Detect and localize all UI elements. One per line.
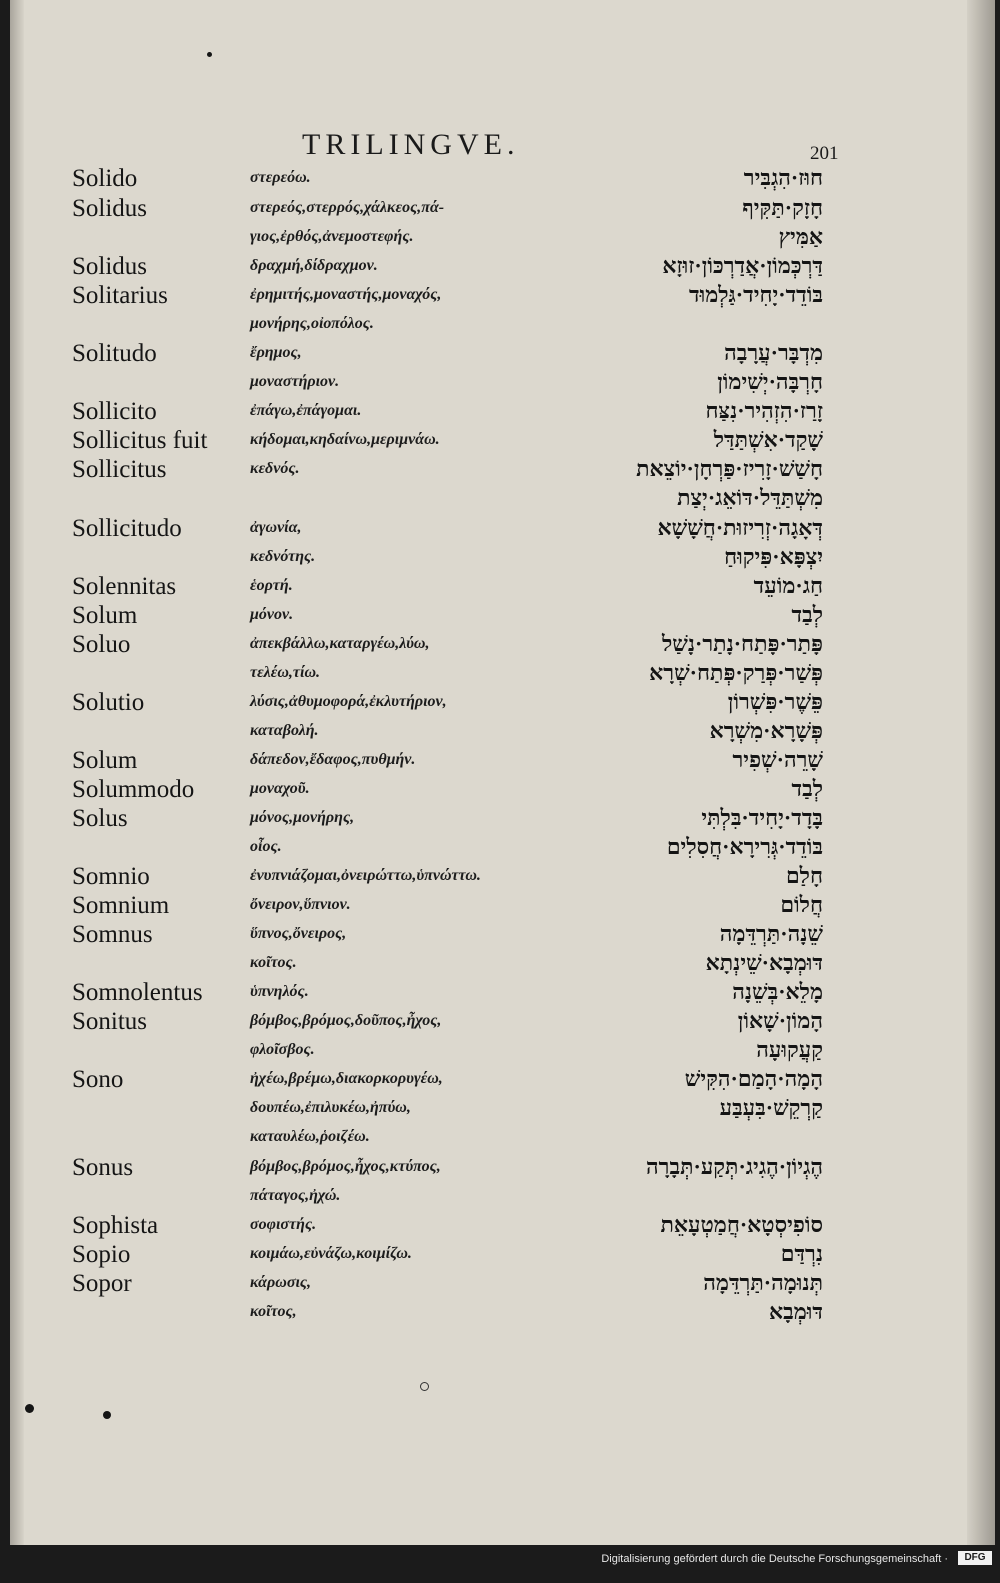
hebrew-gloss: שֵׁנָה·תַּרְדֵּמָה bbox=[719, 921, 823, 946]
ink-speck bbox=[207, 52, 212, 57]
greek-gloss: καταυλέω,ῥοιζέω. bbox=[250, 1128, 370, 1145]
hebrew-gloss: דּוּמְבָא bbox=[769, 1299, 823, 1324]
hebrew-gloss: זָרַז·הִזְהִיר·נִצַּח bbox=[705, 398, 823, 423]
greek-gloss: κοῖτος, bbox=[250, 1303, 297, 1320]
latin-headword: Sonitus bbox=[72, 1008, 148, 1035]
greek-gloss: μονήρης,οἰοπόλος. bbox=[250, 315, 374, 332]
entry-row bbox=[10, 398, 985, 427]
hebrew-gloss: קַעֲקוּעָה bbox=[756, 1037, 823, 1062]
latin-headword: Solido bbox=[72, 165, 138, 192]
entry-row bbox=[10, 282, 985, 311]
greek-gloss: ὄνειρον,ὕπνιον. bbox=[250, 896, 351, 913]
greek-gloss: δάπεδον,ἔδαφος,πυθμήν. bbox=[250, 751, 416, 768]
latin-headword: Solidus bbox=[72, 195, 148, 222]
entry-row bbox=[10, 253, 985, 282]
entry-row bbox=[10, 573, 985, 602]
greek-gloss: κοῖτος. bbox=[250, 954, 297, 971]
latin-headword: Sono bbox=[72, 1066, 124, 1093]
greek-gloss: καταβολή. bbox=[250, 722, 319, 739]
hebrew-gloss: לְבַד bbox=[791, 776, 823, 801]
latin-headword: Somnolentus bbox=[72, 979, 203, 1006]
greek-gloss: κάρωσις, bbox=[250, 1274, 312, 1291]
greek-gloss: ἀπεκβάλλω,καταργέω,λύω, bbox=[250, 635, 430, 652]
greek-gloss: ἀγωνία, bbox=[250, 519, 302, 536]
greek-gloss: λύσις,ἀθυμοφορά,ἐκλυτήριον, bbox=[250, 693, 447, 710]
entry-row bbox=[10, 1066, 985, 1095]
greek-gloss: οἶος. bbox=[250, 838, 282, 855]
entry-row bbox=[10, 718, 985, 747]
entry-row bbox=[10, 1270, 985, 1299]
greek-gloss: ἐρημιτής,μοναστής,μοναχός, bbox=[250, 286, 442, 303]
entry-row bbox=[10, 631, 985, 660]
greek-gloss: βόμβος,βρόμος,δοῦπος,ἦχος, bbox=[250, 1012, 442, 1029]
hebrew-gloss: לְבַד bbox=[791, 602, 823, 627]
hebrew-gloss: דּוּמְבָא·שֵׁינְתָא bbox=[705, 950, 823, 975]
hebrew-gloss: פְּשַׁר·פְּרַק·פְּתַח·שְׁרָא bbox=[649, 660, 823, 685]
greek-gloss: ὑπνηλός. bbox=[250, 983, 309, 1000]
greek-gloss: τελέω,τίω. bbox=[250, 664, 321, 681]
entry-row bbox=[10, 485, 985, 514]
latin-headword: Solitarius bbox=[72, 282, 168, 309]
hebrew-gloss: פְּשָׁרָא·מִשְׁרָא bbox=[709, 718, 823, 743]
funding-credit: Digitalisierung gefördert durch die Deutsche Forschungsgemeinschaft · bbox=[601, 1553, 948, 1565]
page-number: 201 bbox=[810, 143, 839, 164]
hebrew-gloss: נִרְדַּם bbox=[780, 1241, 823, 1266]
entry-row bbox=[10, 340, 985, 369]
latin-headword: Somnium bbox=[72, 892, 170, 919]
hebrew-gloss: חָלַם bbox=[785, 863, 823, 888]
hebrew-gloss: הָמָה·הָמַם·הִקִּישׁ bbox=[684, 1066, 823, 1091]
ink-speck bbox=[25, 1404, 34, 1413]
greek-gloss: πάταγος,ἠχώ. bbox=[250, 1187, 341, 1204]
book-page bbox=[10, 0, 987, 1545]
greek-gloss: ἐπάγω,ἐπάγομαι. bbox=[250, 402, 362, 419]
entry-row bbox=[10, 776, 985, 805]
latin-headword: Sopio bbox=[72, 1241, 131, 1268]
entry-row bbox=[10, 456, 985, 485]
greek-gloss: βόμβος,βρόμος,ἦχος,κτύπος, bbox=[250, 1158, 441, 1175]
entry-row bbox=[10, 602, 985, 631]
greek-gloss: μόνον. bbox=[250, 606, 294, 623]
hebrew-gloss: תְּנוּמָה·תַּרְדֵּמָה bbox=[703, 1270, 823, 1295]
greek-gloss: σοφιστής. bbox=[250, 1216, 317, 1233]
entry-row bbox=[10, 1037, 985, 1066]
hebrew-gloss: יִצְפָּא·פִּיקוּחַ bbox=[724, 544, 823, 569]
hebrew-gloss: מִשְׁתַּדֵּל·דּוֹאֵג·יְצַת bbox=[677, 485, 823, 510]
entry-row bbox=[10, 1212, 985, 1241]
greek-gloss: δραχμή,δίδραχμον. bbox=[250, 257, 378, 274]
latin-headword: Sopor bbox=[72, 1270, 132, 1297]
hebrew-gloss: פָּתַר·פָּתַח·נָתַר·נָשַׁל bbox=[661, 631, 823, 656]
hebrew-gloss: חָזָק·תַּקִּיף bbox=[742, 195, 823, 220]
entry-row bbox=[10, 195, 985, 224]
entry-row bbox=[10, 1241, 985, 1270]
entry-row bbox=[10, 369, 985, 398]
hebrew-gloss: שָׁרֵה·שְׁפִיר bbox=[732, 747, 823, 772]
entry-row bbox=[10, 979, 985, 1008]
greek-gloss: κεδνότης. bbox=[250, 548, 316, 565]
hebrew-gloss: דְּאָגָה·זְרִיזוּת·חֲשָׁשָׁא bbox=[657, 515, 823, 540]
hebrew-gloss: קַרְקֵשׁ·בִּעְבַּע bbox=[719, 1095, 823, 1120]
entry-row bbox=[10, 1124, 985, 1153]
hebrew-gloss: בּוֹדֵד·יָחִיד·גַּלְמוּד bbox=[688, 282, 823, 307]
entry-row bbox=[10, 427, 985, 456]
latin-headword: Solum bbox=[72, 747, 138, 774]
greek-gloss: μόνος,μονήρης, bbox=[250, 809, 355, 826]
hebrew-gloss: בּוֹדֵד·גְּרִירָא·חֲסִלִים bbox=[666, 834, 823, 859]
hebrew-gloss: בָּדָד·יָחִיד·בִּלְתִּי bbox=[701, 805, 823, 830]
entry-row bbox=[10, 921, 985, 950]
hebrew-gloss: מִדְבָּר·עֲרָבָה bbox=[724, 340, 823, 365]
latin-headword: Sollicitus bbox=[72, 456, 167, 483]
ink-speck bbox=[103, 1411, 111, 1419]
hebrew-gloss: חַג·מוֹעֵד bbox=[753, 573, 823, 598]
entry-row bbox=[10, 805, 985, 834]
latin-headword: Sollicitudo bbox=[72, 515, 182, 542]
hebrew-gloss: חָרְבָּה·יְשִׁימוֹן bbox=[717, 369, 823, 394]
hebrew-gloss: חָשַׁשׁ·זָרִיז·פַּרְחָן·יוֹצֵאת bbox=[636, 456, 823, 481]
hebrew-gloss: הֶגְיוֹן·הֶגִיג·תְּקַע·תְּבָרָה bbox=[646, 1154, 823, 1179]
entry-row bbox=[10, 747, 985, 776]
entry-row bbox=[10, 311, 985, 340]
greek-gloss: κεδνός. bbox=[250, 460, 300, 477]
latin-headword: Solennitas bbox=[72, 573, 177, 600]
greek-gloss: ἑορτή. bbox=[250, 577, 293, 594]
entry-row bbox=[10, 515, 985, 544]
entry-row bbox=[10, 660, 985, 689]
entry-row bbox=[10, 224, 985, 253]
hebrew-gloss: מָלֵא·בְּשֵׁנָה bbox=[732, 979, 823, 1004]
entry-row bbox=[10, 1183, 985, 1212]
latin-headword: Solidus bbox=[72, 253, 148, 280]
running-head-title: TRILINGVE. bbox=[302, 128, 520, 161]
latin-headword: Solutio bbox=[72, 689, 145, 716]
greek-gloss: ὕπνος,ὄνειρος, bbox=[250, 925, 347, 942]
greek-gloss: ἠχέω,βρέμω,διακορκορυγέω, bbox=[250, 1070, 443, 1087]
greek-gloss: φλοῖσβος. bbox=[250, 1041, 315, 1058]
hebrew-gloss: חֲלוֹם bbox=[780, 892, 823, 917]
entry-row bbox=[10, 1154, 985, 1183]
hebrew-gloss: חוּז·הִגְבִּיר bbox=[743, 165, 823, 190]
entry-row bbox=[10, 544, 985, 573]
latin-headword: Somnus bbox=[72, 921, 153, 948]
entry-row bbox=[10, 1095, 985, 1124]
greek-gloss: μοναστήριον. bbox=[250, 373, 340, 390]
entry-row bbox=[10, 834, 985, 863]
greek-gloss: στερεόω. bbox=[250, 169, 311, 186]
greek-gloss: κοιμάω,εὐνάζω,κοιμίζω. bbox=[250, 1245, 412, 1262]
greek-gloss: ἔρημος, bbox=[250, 344, 302, 361]
greek-gloss: ἐνυπνιάζομαι,ὀνειρώττω,ὑπνώττω. bbox=[250, 867, 481, 884]
entry-row bbox=[10, 892, 985, 921]
hebrew-gloss: אַמִּיץ bbox=[778, 224, 823, 249]
dfg-logo: DFG bbox=[958, 1551, 992, 1565]
entry-row bbox=[10, 689, 985, 718]
latin-headword: Sollicito bbox=[72, 398, 157, 425]
latin-headword: Solum bbox=[72, 602, 138, 629]
hebrew-gloss: דַּרְכְּמוֹן·אֲדַרְכּוֹן·זוּזָא bbox=[662, 253, 823, 278]
hebrew-gloss: הָמוֹן·שָׁאוֹן bbox=[737, 1008, 823, 1033]
greek-gloss: γιος,ἐρθός,ἀνεμοστεφής. bbox=[250, 228, 414, 245]
latin-headword: Soluo bbox=[72, 631, 131, 658]
hebrew-gloss: סוֹפִיסְטָא·חֲמַטְעָאֵת bbox=[660, 1212, 823, 1237]
latin-headword: Solus bbox=[72, 805, 128, 832]
greek-gloss: στερεός,στερρός,χάλκεος,πά- bbox=[250, 199, 445, 216]
latin-headword: Sonus bbox=[72, 1154, 134, 1181]
ink-speck bbox=[420, 1382, 429, 1391]
hebrew-gloss: פֵּשֶׁר·פִּשְׁרוֹן bbox=[727, 689, 823, 714]
entry-row bbox=[10, 950, 985, 979]
latin-headword: Sophista bbox=[72, 1212, 159, 1239]
latin-headword: Somnio bbox=[72, 863, 150, 890]
greek-gloss: δουπέω,ἐπιλυκέω,ἠπύω, bbox=[250, 1099, 411, 1116]
entry-row bbox=[10, 1008, 985, 1037]
latin-headword: Solummodo bbox=[72, 776, 195, 803]
hebrew-gloss: שָׁקַד·אִשְׁתַּדַּל bbox=[713, 427, 823, 452]
entry-row bbox=[10, 165, 985, 194]
greek-gloss: κήδομαι,κηδαίνω,μεριμνάω. bbox=[250, 431, 440, 448]
greek-gloss: μοναχοῦ. bbox=[250, 780, 310, 797]
latin-headword: Solitudo bbox=[72, 340, 157, 367]
entry-row bbox=[10, 863, 985, 892]
entry-row bbox=[10, 1299, 985, 1328]
latin-headword: Sollicitus fuit bbox=[72, 427, 208, 454]
